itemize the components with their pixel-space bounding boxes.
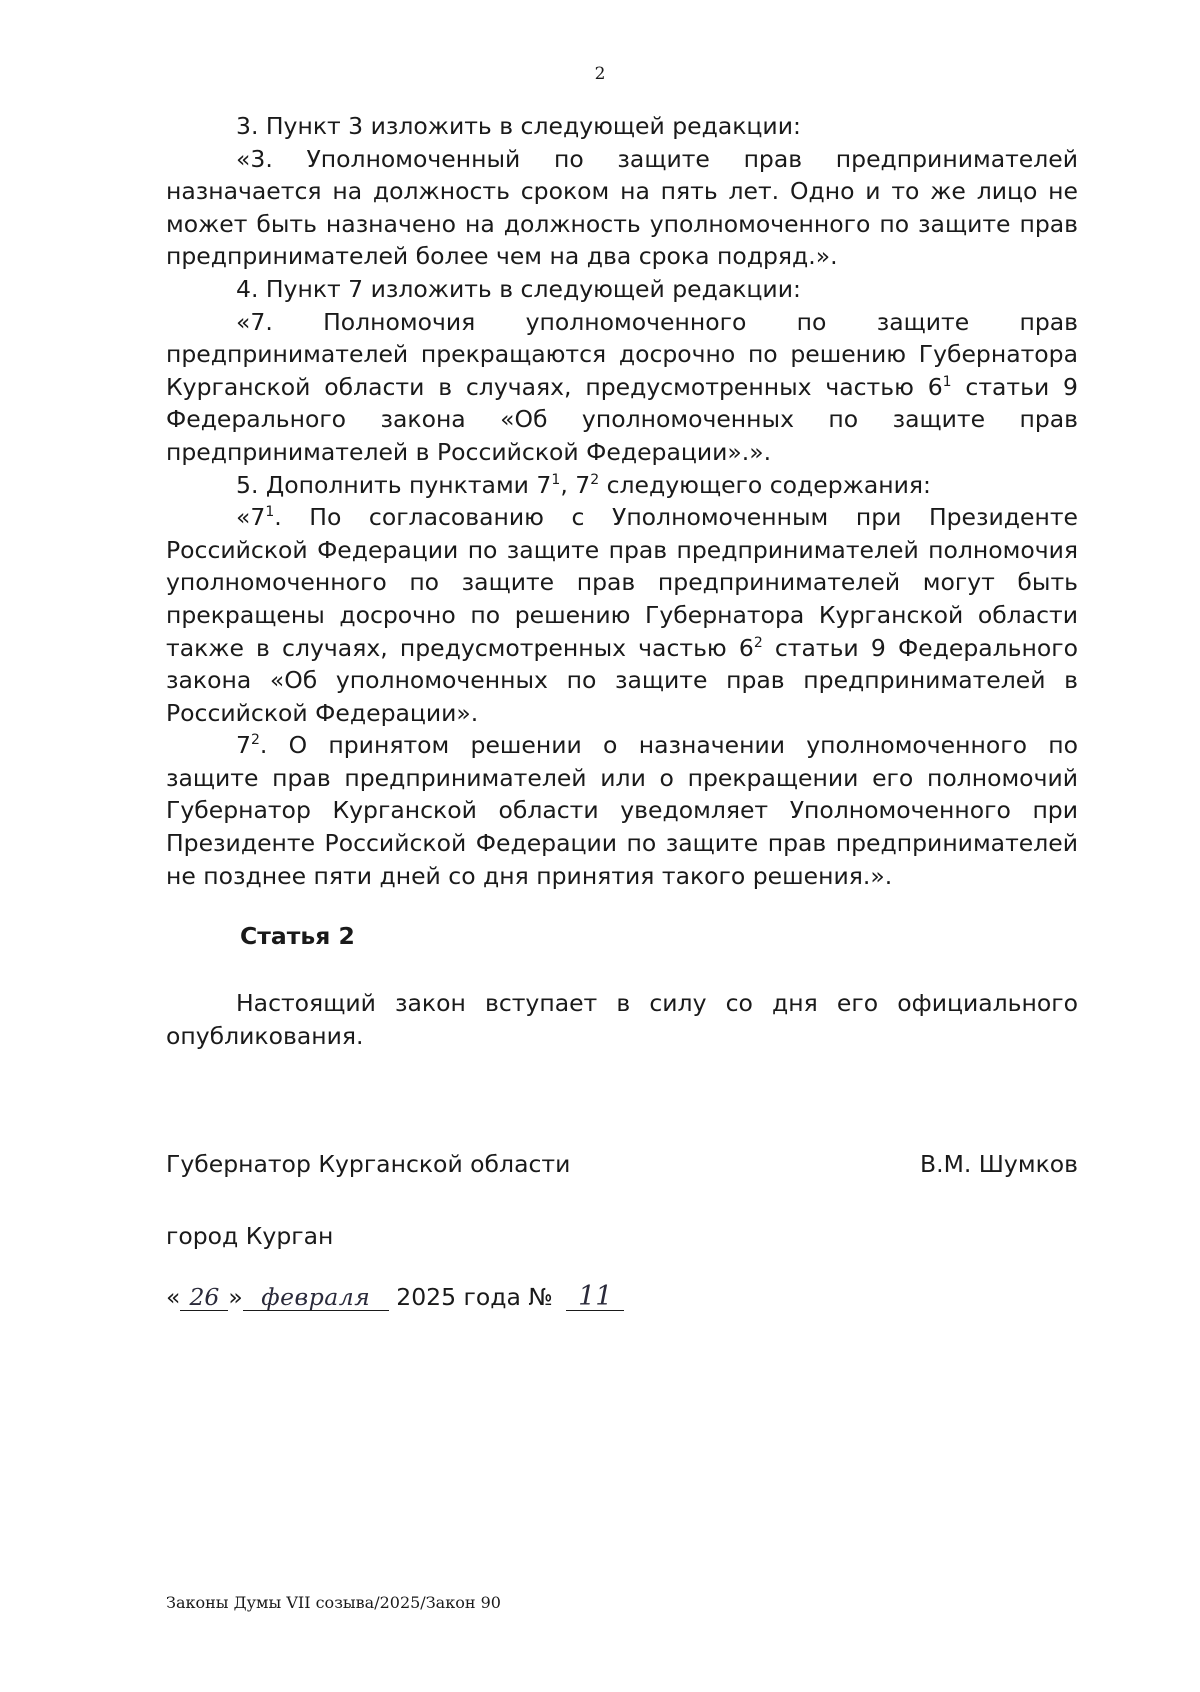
amendments-body <box>166 110 1078 892</box>
governor-title: Губернатор Курганской области <box>166 1150 571 1178</box>
item-4-text-part: «7. Полномочия уполномоченного по защите прав предпринимателей прекращаются досрочно по решению Губернатора Курганской области в случаях, предусмотренных частью 6 <box>166 307 1078 401</box>
point-7-2-part: . О принятом решении о назначении уполномоченного по защите прав предпринимателей или о прекращении его полномочий Губернатор Курганской области уведомляет Уполномоченного при Президенте Российской Федерации по защите прав предпринимателей не позднее пяти дней со дня принятия такого решения.». <box>166 731 1078 890</box>
item-4-intro: 4. Пункт 7 изложить в следующей редакции: <box>236 274 801 303</box>
item-4-text-part: статьи 9 Федерального закона «Об уполномоченных по защите прав предпринимателей в Российской Федерации».». <box>166 372 1078 466</box>
point-7-2-text <box>166 729 1078 892</box>
open-quote: « <box>166 1283 181 1311</box>
point-7-2-part: 7 <box>236 731 251 760</box>
city: город Курган <box>166 1222 334 1250</box>
superscript: 2 <box>590 471 600 488</box>
point-7-1-text <box>166 501 1078 729</box>
footer-reference: Законы Думы VII созыва/2025/Закон 90 <box>166 1593 501 1612</box>
item-5-intro <box>166 469 1078 502</box>
year-text: 2025 года № <box>388 1283 561 1311</box>
article-2-heading: Статья 2 <box>240 922 355 950</box>
superscript: 1 <box>265 504 275 521</box>
item-3-text: «3. Уполномоченный по защите прав предпринимателей назначается на должность сроком на пять лет. Одно и то же лицо не может быть назначено на должность уполномоченного по защите прав предпринимателей более чем на два срока подряд.». <box>166 144 1078 271</box>
handwritten-month: февраля <box>243 1284 389 1311</box>
governor-name: В.М. Шумков <box>920 1150 1078 1178</box>
close-quote: » <box>228 1283 243 1311</box>
point-7-1-part: . По согласованию с Уполномоченным при Президенте Российской Федерации по защите прав предпринимателей полномочия уполномоченного по защите прав предпринимателей могут быть прекращены досрочно по решению Губернатора Курганской области также в случаях, предусмотренных частью 6 <box>166 503 1078 662</box>
item-4-text <box>166 306 1078 469</box>
superscript: 2 <box>753 634 763 651</box>
article-2-text: Настоящий закон вступает в силу со дня его официального опубликования. <box>166 989 1078 1050</box>
item-5-intro-part: следующего содержания: <box>599 470 931 499</box>
handwritten-law-number: 11 <box>566 1284 624 1311</box>
item-3-intro: 3. Пункт 3 изложить в следующей редакции: <box>236 112 801 140</box>
superscript: 2 <box>250 732 260 749</box>
point-7-1-part: статьи 9 Федерального закона «Об уполномоченных по защите прав предпринимателей в Российской Федерации». <box>166 633 1078 727</box>
item-5-intro-part: 5. Дополнить пунктами 7 <box>236 470 552 499</box>
item-5-intro-part: , 7 <box>560 470 591 499</box>
superscript: 1 <box>551 471 561 488</box>
point-7-1-part: «7 <box>236 503 266 532</box>
handwritten-day: 26 <box>180 1284 228 1311</box>
superscript: 1 <box>942 373 952 390</box>
date-line <box>166 1283 624 1311</box>
page-number: 2 <box>594 64 606 84</box>
